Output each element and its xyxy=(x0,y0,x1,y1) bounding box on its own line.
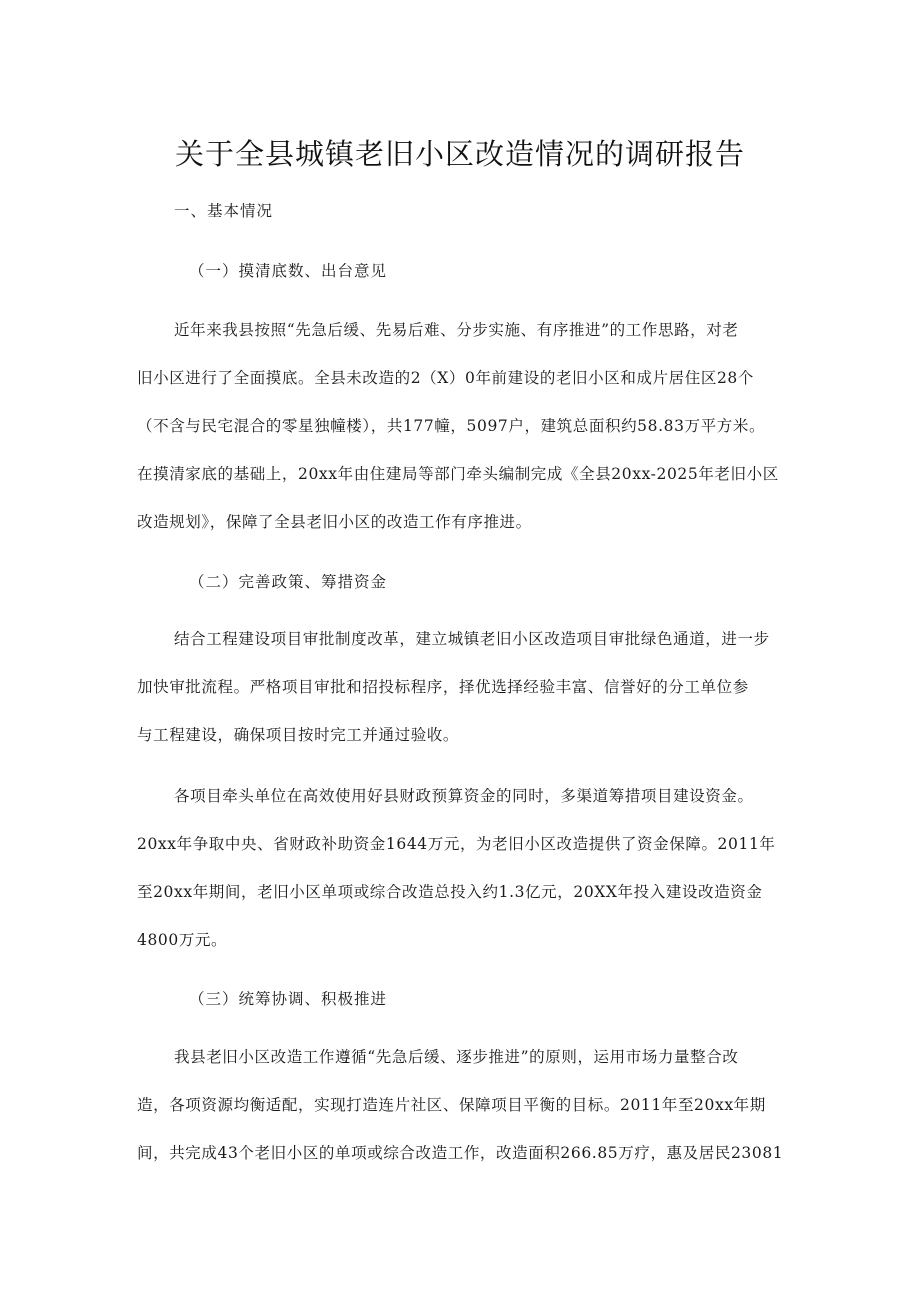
section-heading-basic-situation: 一、基本情况 xyxy=(174,202,274,220)
paragraph-line: 与工程建设，确保项目按时完工并通过验收。 xyxy=(137,726,460,744)
paragraph-line: 我县老旧小区改造工作遵循“先急后缓、逐步推进”的原则，运用市场力量整合改 xyxy=(174,1048,739,1066)
paragraph-line: 改造规划》，保障了全县老旧小区的改造工作有序推进。 xyxy=(137,513,532,531)
paragraph-line: （不含与民宅混合的零星独幢楼），共177幢，5097户，建筑总面积约58.83万平方米。 xyxy=(137,417,766,435)
paragraph-line: 间，共完成43个老旧小区的单项或综合改造工作，改造面积266.85万疗，惠及居民23081 xyxy=(137,1144,784,1162)
document-title: 关于全县城镇老旧小区改造情况的调研报告 xyxy=(174,137,745,171)
paragraph-line: 至20xx年期间，老旧小区单项或综合改造总投入约1.3亿元，20XX年投入建设改造资金 xyxy=(137,883,763,901)
subsection-heading-1: （一）摸清底数、出台意见 xyxy=(189,262,388,280)
paragraph-line: 在摸清家底的基础上，20xx年由住建局等部门牵头编制完成《全县20xx-2025年老旧小区 xyxy=(137,465,779,483)
subsection-heading-2: （二）完善政策、筹措资金 xyxy=(189,573,388,591)
paragraph-line: 4800万元。 xyxy=(137,931,228,949)
subsection-heading-3: （三）统筹协调、积极推进 xyxy=(189,990,388,1008)
paragraph-line: 加快审批流程。严格项目审批和招投标程序，择优选择经验丰富、信誉好的分工单位参 xyxy=(137,678,749,696)
paragraph-line: 结合工程建设项目审批制度改革，建立城镇老旧小区改造项目审批绿色通道，进一步 xyxy=(174,630,770,648)
paragraph-line: 20xx年争取中央、省财政补助资金1644万元，为老旧小区改造提供了资金保障。2011年 xyxy=(137,835,776,853)
paragraph-line: 各项目牵头单位在高效使用好县财政预算资金的同时，多渠道筹措项目建设资金。 xyxy=(174,787,754,805)
paragraph-line: 造，各项资源均衡适配，实现打造连片社区、保障项目平衡的目标。2011年至20xx年期 xyxy=(137,1096,766,1114)
paragraph-line: 旧小区进行了全面摸底。全县未改造的2（X）0年前建设的老旧小区和成片居住区28个 xyxy=(137,369,754,387)
paragraph-line: 近年来我县按照“先急后缓、先易后难、分步实施、有序推进”的工作思路，对老 xyxy=(174,321,739,339)
